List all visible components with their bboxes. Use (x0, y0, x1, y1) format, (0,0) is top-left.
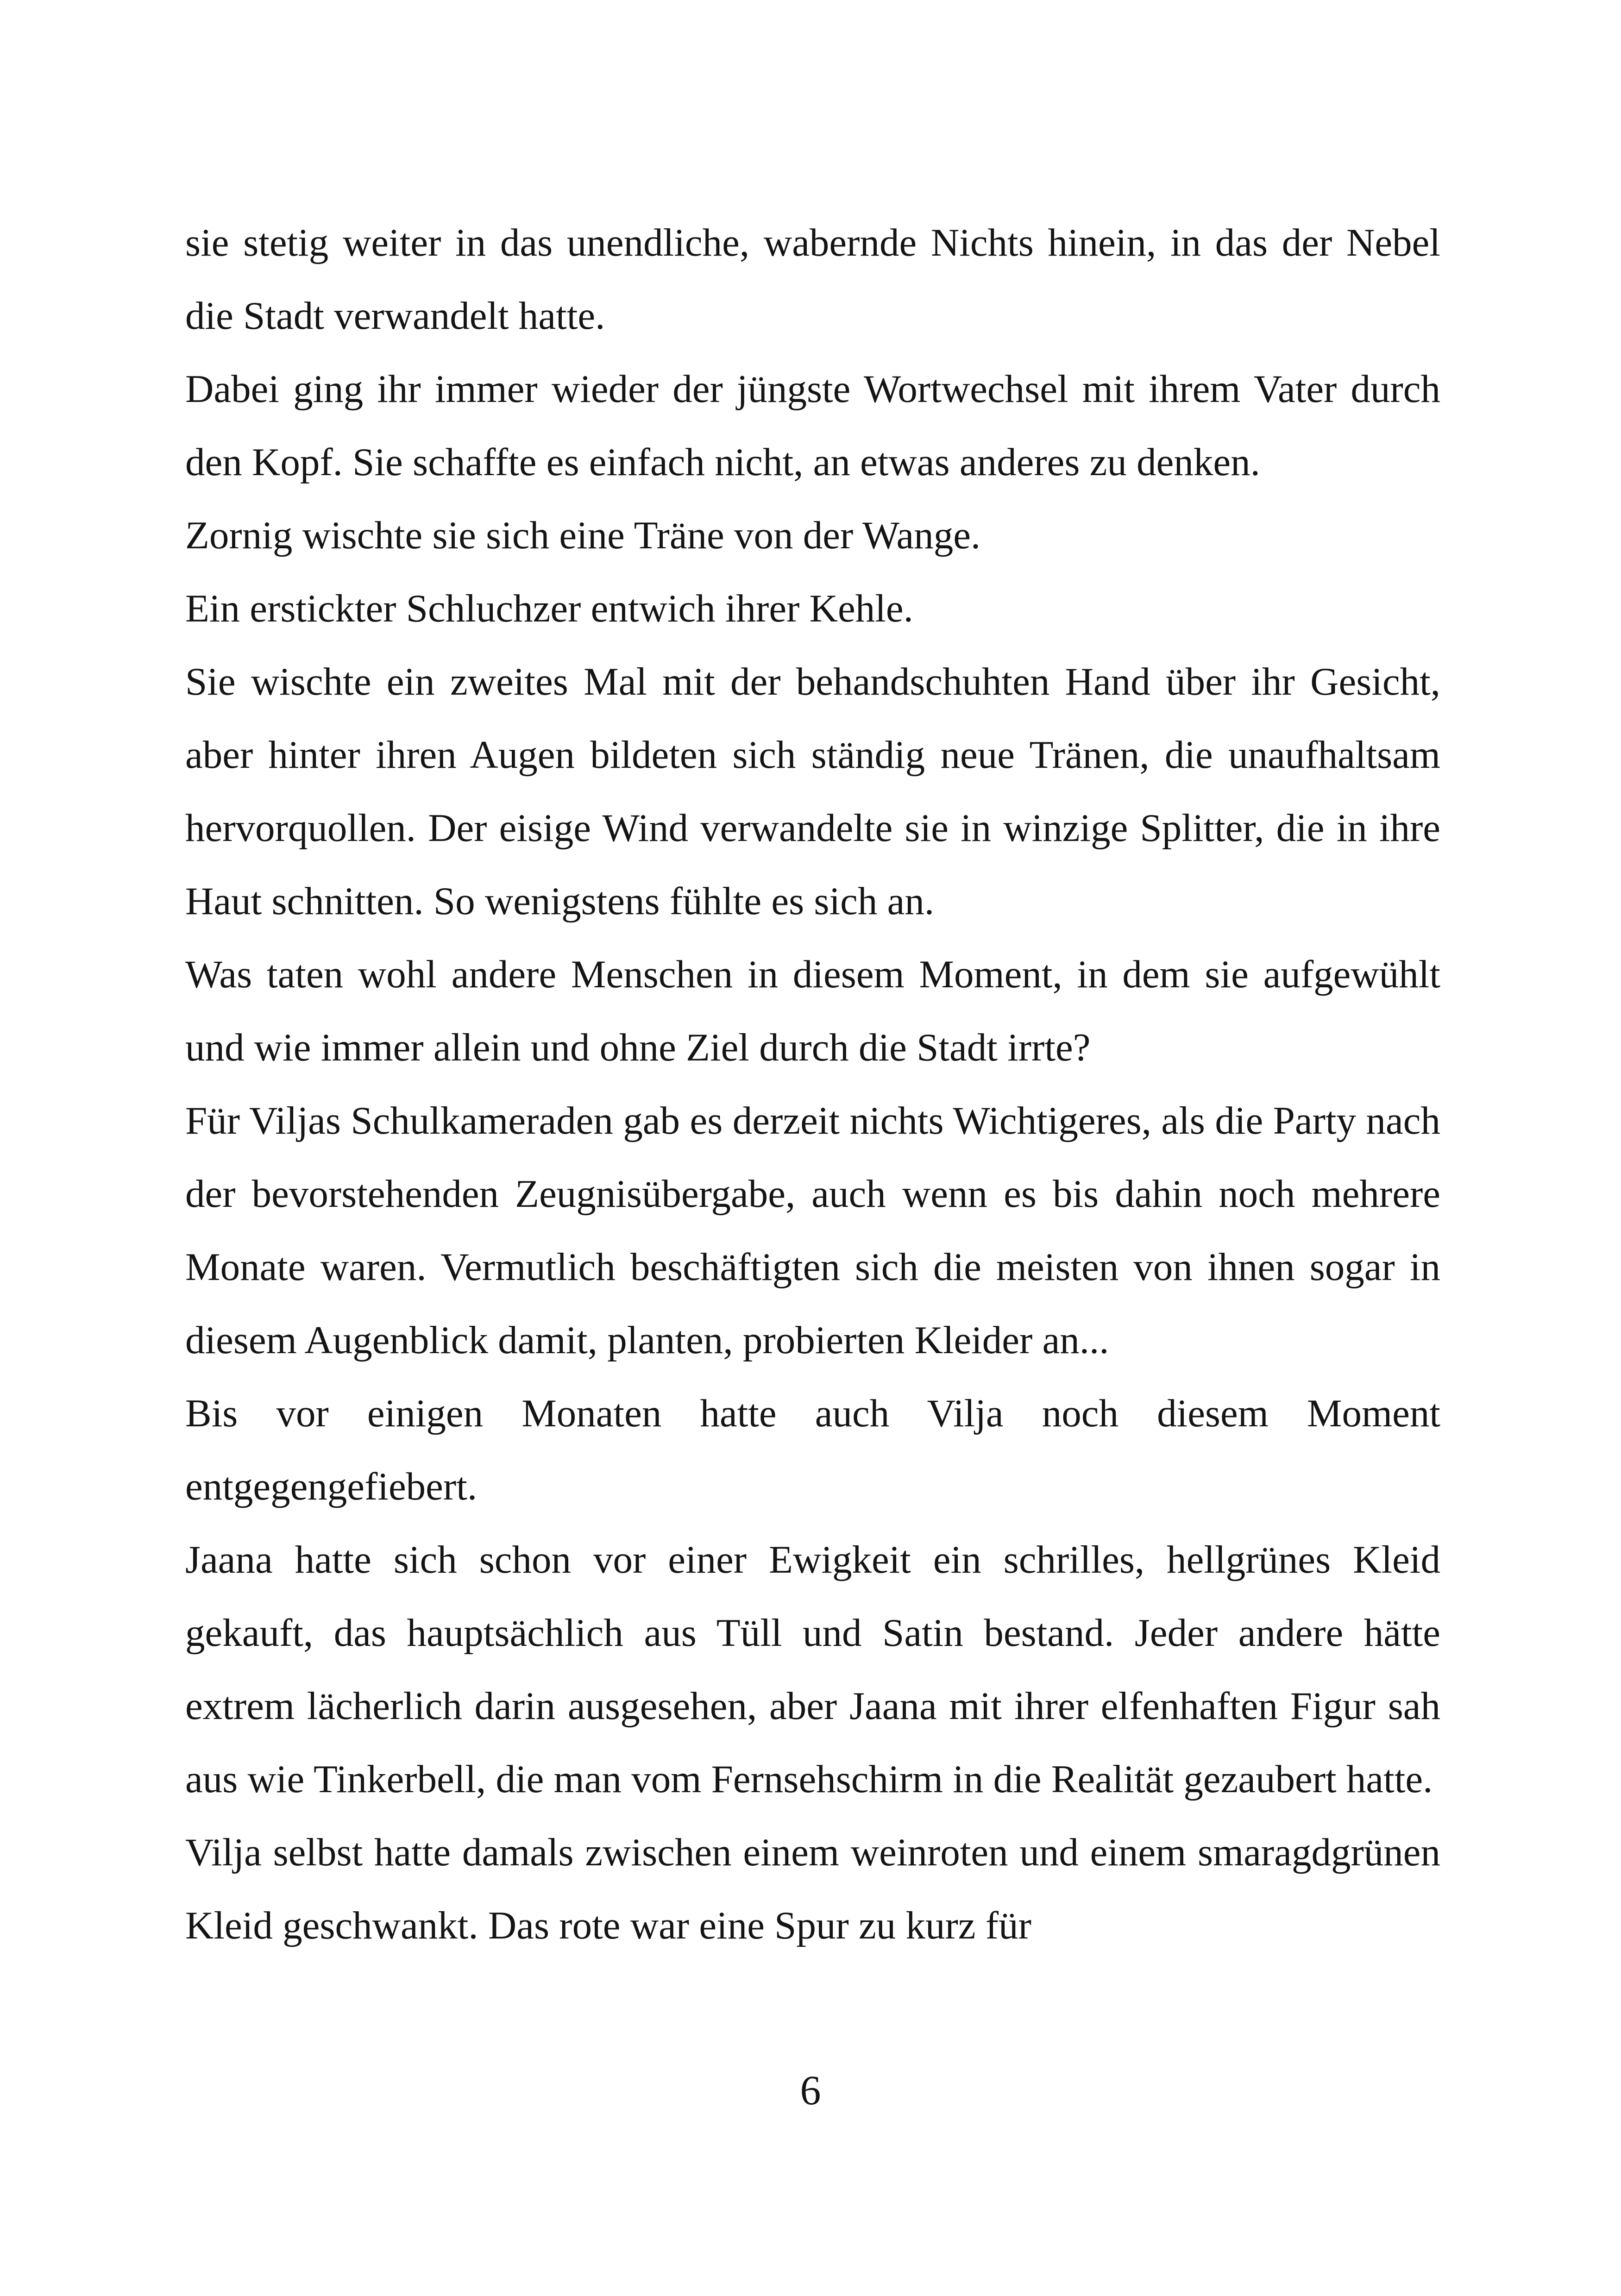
paragraph: Sie wischte ein zweites Mal mit der behandschuhten Hand über ihr Gesicht, aber hinter ihren Augen bildeten sich ständig neue Tränen, die unaufhaltsam hervorquollen. Der eisige Wind verwandelte sie in winzige Splitter, die in ihre Haut schnitten. So wenigstens fühlte es sich an. (185, 660, 1440, 923)
paragraph: Was taten wohl andere Menschen in diesem Moment, in dem sie aufgewühlt und wie immer allein und ohne Ziel durch die Stadt irrte? (185, 953, 1440, 1069)
paragraph: Für Viljas Schulkameraden gab es derzeit nichts Wichtigeres, als die Party nach der bevorstehenden Zeugnisübergabe, auch wenn es bis dahin noch mehrere Monate waren. Vermutlich beschäftigten sich die meisten von ihnen sogar in diesem Augenblick damit, planten, probierten Kleider an... (185, 1099, 1440, 1362)
paragraph: Dabei ging ihr immer wieder der jüngste Wortwechsel mit ihrem Vater durch den Kopf. Sie schaffte es einfach nicht, an etwas anderes zu denken. (185, 367, 1440, 484)
page-number: 6 (800, 2068, 821, 2114)
paragraph: Ein erstickter Schluchzer entwich ihrer Kehle. (185, 587, 913, 630)
paragraph: Bis vor einigen Monaten hatte auch Vilja noch diesem Moment entgegengefiebert. (185, 1392, 1440, 1508)
body-text (185, 206, 1440, 1962)
paragraph: Zornig wischte sie sich eine Träne von der Wange. (185, 514, 981, 557)
paragraph: Vilja selbst hatte damals zwischen einem weinroten und einem smaragdgrünen Kleid geschwankt. Das rote war eine Spur zu kurz für (185, 1831, 1440, 1947)
paragraph: Jaana hatte sich schon vor einer Ewigkeit ein schrilles, hellgrünes Kleid gekauft, das hauptsächlich aus Tüll und Satin bestand. Jeder andere hätte extrem lächerlich darin ausgesehen, aber Jaana mit ihrer elfenhaften Figur sah aus wie Tinkerbell, die man vom Fernsehschirm in die Realität gezaubert hatte. (185, 1538, 1440, 1801)
paragraph: sie stetig weiter in das unendliche, wabernde Nichts hinein, in das der Nebel die Stadt verwandelt hatte. (185, 221, 1440, 338)
